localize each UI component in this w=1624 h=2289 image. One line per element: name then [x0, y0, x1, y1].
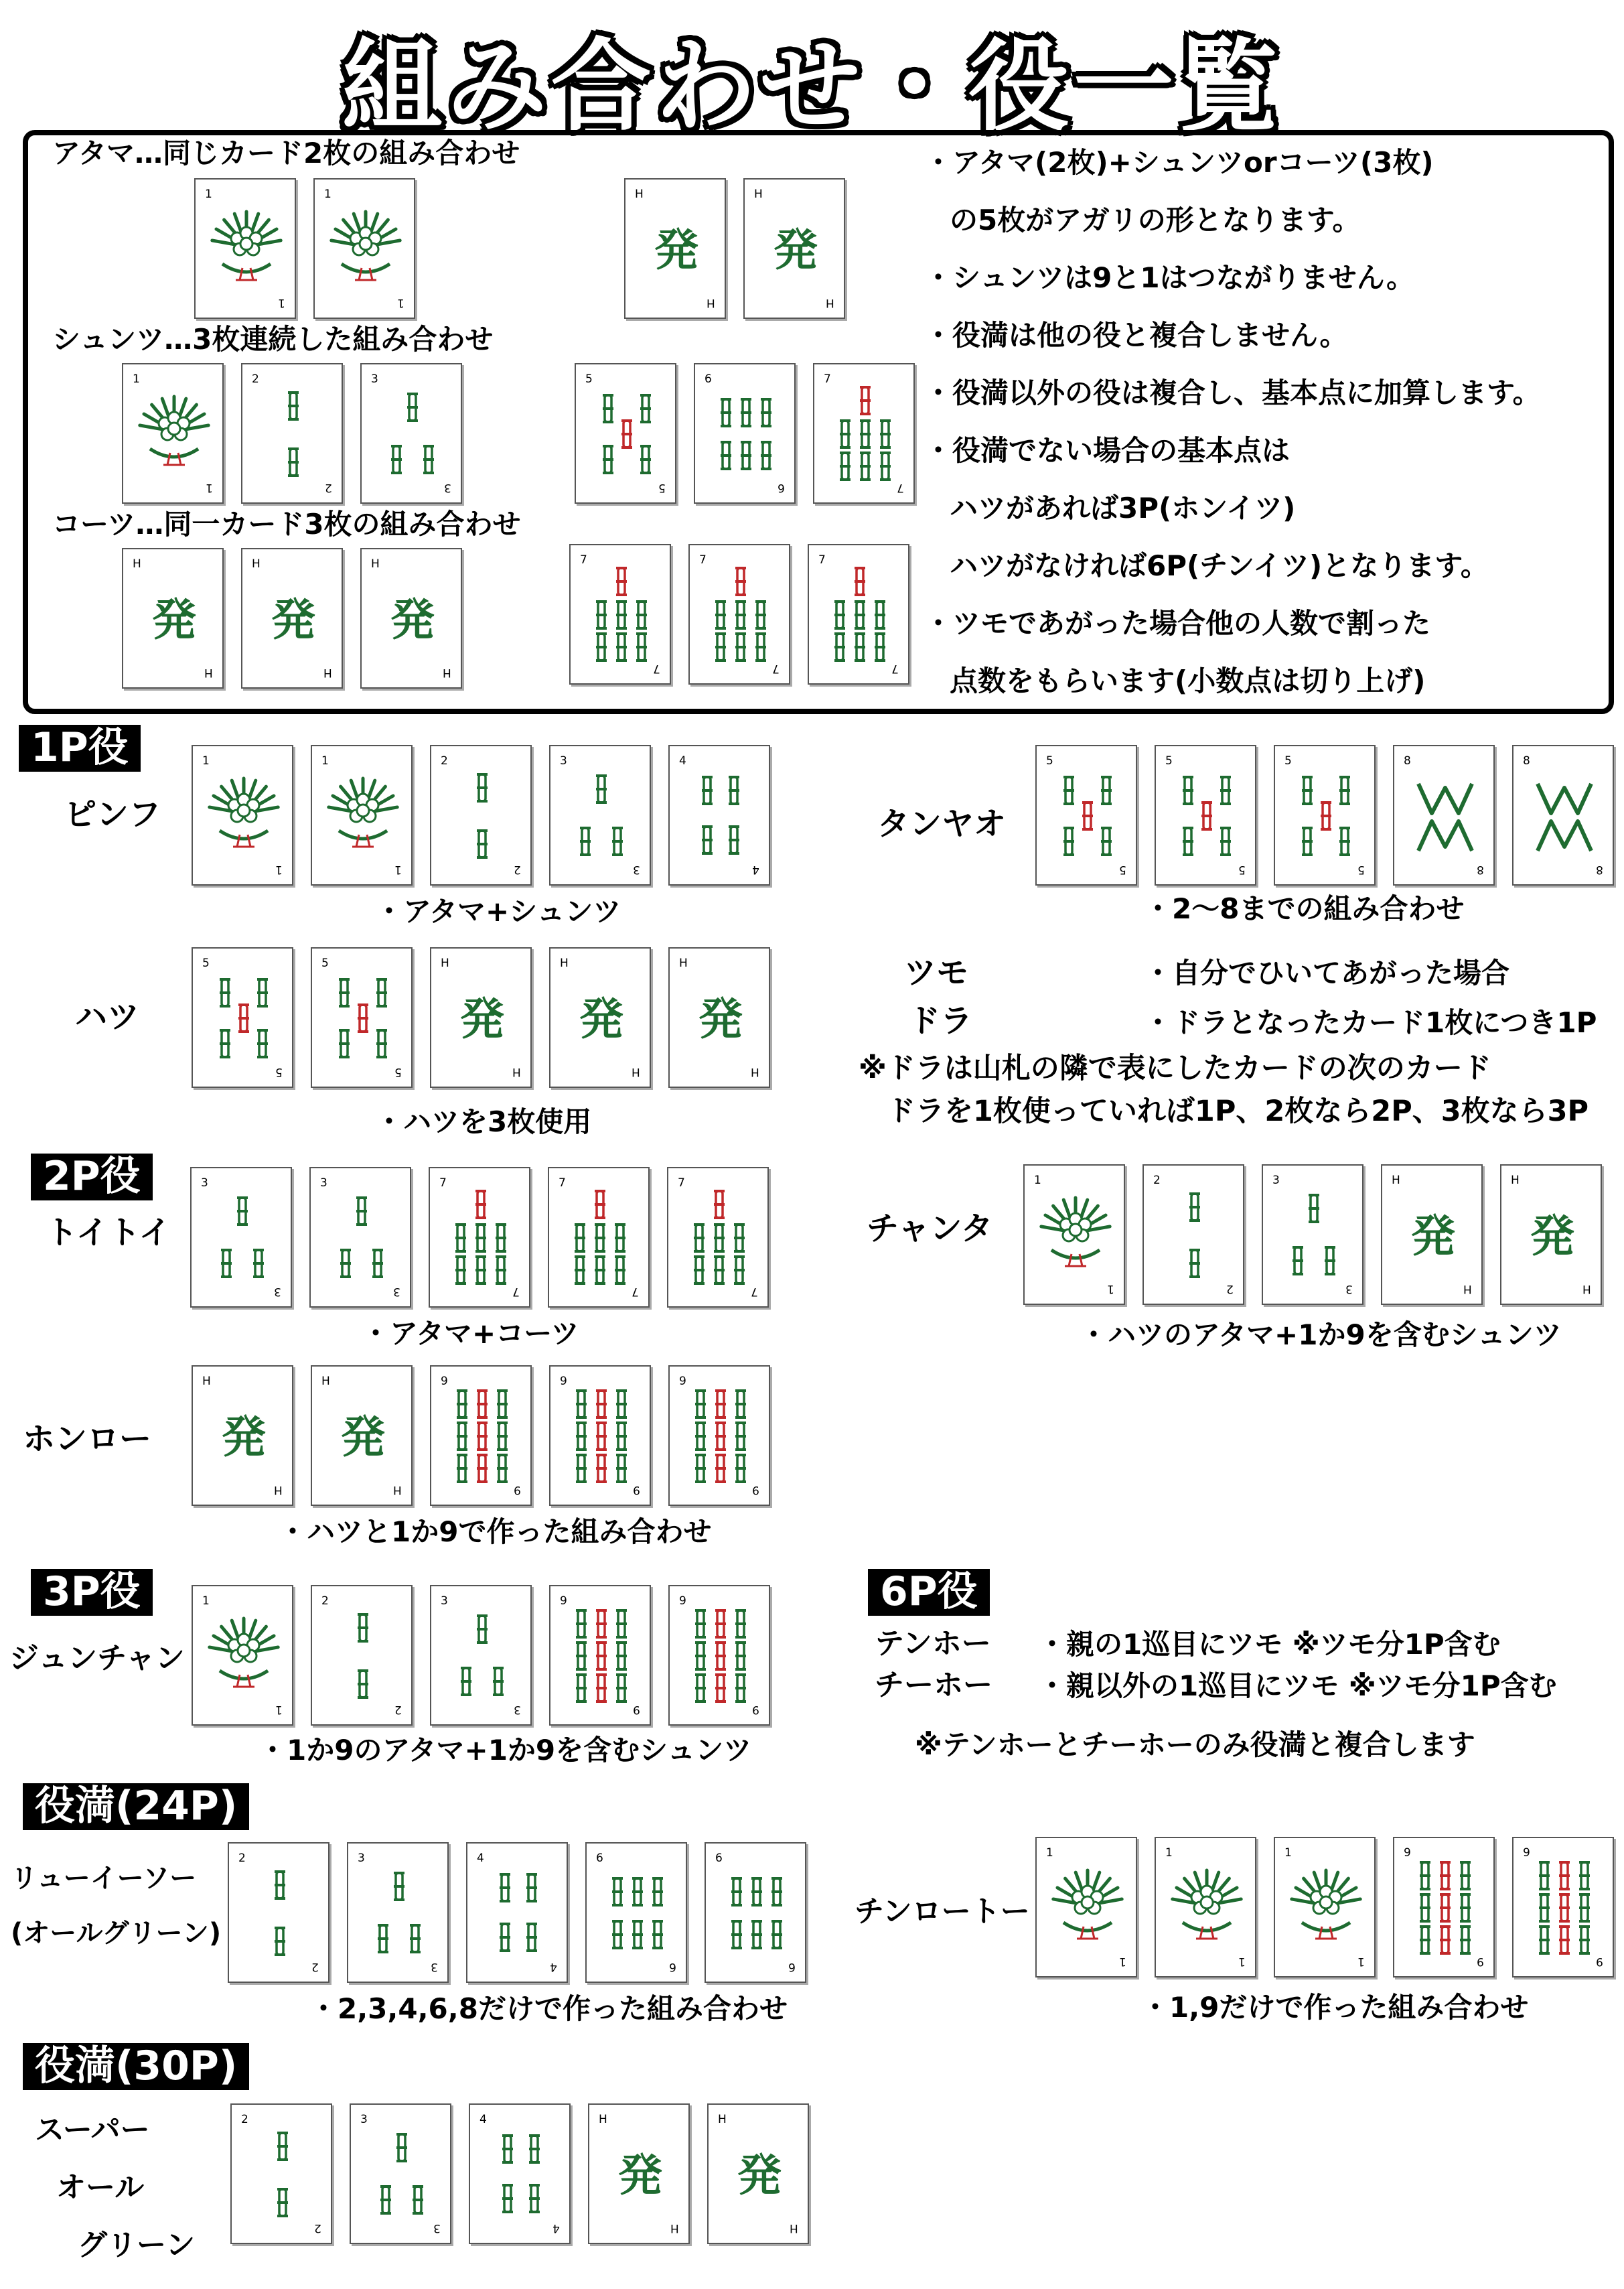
card-6 [585, 1842, 687, 1983]
card-corner-number: H [1392, 1174, 1400, 1187]
card-1 [1035, 1837, 1137, 1978]
card-H [1500, 1164, 1602, 1305]
dora-note-1: ※ドラは山札の隣で表にしたカードの次のカード [859, 1052, 1491, 1085]
card-7 [548, 1167, 650, 1308]
atama-label: アタマ…同じカード2枚の組み合わせ [52, 137, 520, 169]
card-corner-number: H [718, 2113, 727, 2126]
card-7 [429, 1167, 530, 1308]
card-3 [1262, 1164, 1363, 1305]
card-corner-number: H [371, 557, 380, 571]
card-corner-number: 7 [678, 1176, 685, 1190]
section-yakuman24-badge: 役満(24P) [23, 1783, 249, 1830]
card-corner-number-rotated: H [1582, 1282, 1591, 1296]
card-corner-number-rotated: 1 [1107, 1282, 1114, 1296]
card-corner-number: 9 [679, 1594, 686, 1608]
card-H [668, 947, 770, 1088]
card-corner-number: 7 [580, 553, 587, 567]
card-H [360, 548, 462, 689]
card-corner-number-rotated: 2 [1226, 1282, 1234, 1296]
svg-text:発: 発 [579, 993, 623, 1045]
card-corner-number-rotated: 7 [512, 1285, 520, 1298]
card-corner-number: H [133, 557, 141, 571]
card-corner-number-rotated: 2 [514, 863, 521, 876]
card-9 [549, 1365, 651, 1506]
card-corner-number-rotated: 2 [311, 1960, 319, 1973]
svg-text:発: 発 [271, 594, 315, 646]
svg-text:発: 発 [654, 224, 698, 276]
card-corner-number: 3 [371, 372, 378, 386]
pinfu-name: ピンフ [64, 796, 161, 833]
card-H [588, 2103, 690, 2244]
card-corner-number-rotated: 9 [752, 1483, 759, 1497]
card-corner-number: H [202, 1375, 211, 1388]
card-corner-number: H [321, 1375, 330, 1388]
card-H [311, 1365, 413, 1506]
card-corner-number: 2 [241, 2113, 248, 2126]
card-corner-number-rotated: 3 [514, 1703, 521, 1716]
card-corner-number-rotated: 9 [1596, 1955, 1603, 1968]
rule-note-8: ハツがなければ6P(チンイツ)となります。 [950, 549, 1489, 582]
card-corner-number-rotated: 7 [891, 662, 899, 675]
rule-note-10: 点数をもらいます(小数点は切り上げ) [950, 665, 1426, 697]
card-corner-number-rotated: H [670, 2221, 679, 2235]
card-corner-number-rotated: 9 [633, 1703, 640, 1716]
card-corner-number-rotated: 5 [1238, 863, 1246, 876]
card-corner-number-rotated: 7 [897, 481, 904, 494]
card-corner-number-rotated: 3 [393, 1285, 400, 1298]
card-corner-number: 1 [205, 188, 212, 201]
card-corner-number-rotated: 7 [751, 1285, 758, 1298]
card-4 [469, 2103, 571, 2244]
card-corner-number: 2 [238, 1852, 246, 1865]
dora-note-2: ドラを1枚使っていれば1P、2枚なら2P、3枚なら3P [887, 1095, 1589, 1128]
card-corner-number: 1 [321, 754, 329, 768]
card-corner-number: 9 [441, 1375, 448, 1388]
card-corner-number-rotated: 9 [514, 1483, 521, 1497]
card-7 [688, 544, 790, 685]
card-5 [1274, 745, 1376, 886]
card-corner-number-rotated: 7 [772, 662, 780, 675]
card-corner-number: 7 [824, 372, 831, 386]
card-corner-number: 1 [1046, 1846, 1053, 1860]
svg-text:発: 発 [1530, 1210, 1574, 1262]
card-2 [228, 1842, 329, 1983]
tsumo-name: ツモ [904, 954, 969, 991]
card-corner-number: 9 [1523, 1846, 1530, 1860]
card-corner-number-rotated: 3 [633, 863, 640, 876]
card-corner-number: 3 [560, 754, 567, 768]
card-8 [1512, 745, 1614, 886]
card-corner-number-rotated: 1 [278, 296, 285, 309]
card-corner-number: 1 [202, 754, 210, 768]
card-7 [667, 1167, 769, 1308]
card-corner-number: 8 [1404, 754, 1411, 768]
card-corner-number: H [1511, 1174, 1520, 1187]
svg-text:発: 発 [341, 1411, 385, 1463]
tanyao-desc: ・2〜8までの組み合わせ [1144, 892, 1465, 925]
card-1 [1274, 1837, 1376, 1978]
honroh-name: ホンロー [23, 1420, 152, 1458]
kotsu-label: コーツ…同一カード3枚の組み合わせ [52, 508, 521, 541]
card-corner-number-rotated: 4 [550, 1960, 557, 1973]
card-corner-number: 5 [202, 957, 210, 970]
card-9 [1393, 1837, 1495, 1978]
dora-desc: ・ドラとなったカード1枚につき1P [1144, 1006, 1597, 1039]
card-corner-number: 3 [441, 1594, 448, 1608]
card-corner-number-rotated: 3 [433, 2221, 441, 2235]
card-corner-number: H [635, 188, 644, 201]
card-corner-number-rotated: 7 [653, 662, 660, 675]
card-H [624, 178, 726, 319]
card-corner-number: 1 [1284, 1846, 1292, 1860]
card-1 [1155, 1837, 1256, 1978]
card-H [549, 947, 651, 1088]
card-corner-number-rotated: 1 [1357, 1955, 1365, 1968]
card-corner-number: H [754, 188, 763, 201]
svg-text:発: 発 [390, 594, 435, 646]
card-corner-number-rotated: 1 [206, 481, 213, 494]
card-4 [466, 1842, 568, 1983]
card-corner-number-rotated: 3 [1345, 1282, 1353, 1296]
section-6p-badge: 6P役 [868, 1569, 990, 1616]
card-corner-number: H [560, 957, 569, 970]
card-corner-number-rotated: H [751, 1065, 759, 1079]
card-corner-number: 4 [477, 1852, 484, 1865]
chinroto-name: チンロートー [855, 1894, 1030, 1929]
card-corner-number: 6 [715, 1852, 723, 1865]
rule-note-5: ・役満以外の役は複合し、基本点に加算します。 [924, 376, 1541, 409]
card-corner-number-rotated: H [274, 1483, 283, 1497]
toitoi-name: トイトイ [46, 1214, 171, 1251]
card-7 [813, 363, 915, 504]
card-6 [694, 363, 796, 504]
card-1 [192, 1585, 293, 1726]
rule-note-2: の5枚がアガリの形となります。 [950, 204, 1361, 236]
card-3 [347, 1842, 449, 1983]
card-corner-number: 2 [252, 372, 259, 386]
card-corner-number-rotated: 5 [658, 481, 666, 494]
section-2p-badge: 2P役 [31, 1154, 153, 1200]
card-corner-number: 5 [1284, 754, 1292, 768]
card-corner-number-rotated: 1 [275, 1703, 283, 1716]
card-corner-number: 4 [679, 754, 686, 768]
card-corner-number-rotated: 6 [778, 481, 785, 494]
card-3 [549, 745, 651, 886]
tenho-note: ※テンホーとチーホーのみ役満と複合します [915, 1728, 1475, 1761]
tenho-desc: ・親の1巡目にツモ ※ツモ分1P含む [1038, 1628, 1501, 1661]
card-corner-number: 9 [679, 1375, 686, 1388]
card-6 [705, 1842, 806, 1983]
card-1 [194, 178, 296, 319]
card-corner-number-rotated: 1 [397, 296, 404, 309]
section-3p-badge: 3P役 [31, 1569, 153, 1616]
card-corner-number: 6 [596, 1852, 603, 1865]
card-1 [313, 178, 415, 319]
card-corner-number-rotated: H [443, 666, 451, 679]
rule-note-9: ・ツモであがった場合他の人数で割った [924, 607, 1431, 640]
card-corner-number: 2 [321, 1594, 329, 1608]
tanyao-name: タンヤオ [877, 805, 1007, 843]
card-corner-number: H [599, 2113, 607, 2126]
card-H [430, 947, 532, 1088]
super-name-2: オール [56, 2170, 145, 2205]
card-corner-number-rotated: 1 [1119, 1955, 1126, 1968]
card-corner-number-rotated: H [323, 666, 332, 679]
card-2 [241, 363, 343, 504]
card-corner-number: 9 [560, 1594, 567, 1608]
ryuiso-name-1: リューイーソー [11, 1863, 197, 1894]
card-corner-number-rotated: 2 [394, 1703, 402, 1716]
svg-text:発: 発 [1411, 1210, 1455, 1262]
chanta-desc: ・ハツのアタマ+1か9を含むシュンツ [1080, 1318, 1562, 1351]
svg-text:発: 発 [773, 224, 818, 276]
toitoi-desc: ・アタマ+コーツ [362, 1317, 579, 1350]
card-corner-number-rotated: H [393, 1483, 402, 1497]
super-name-3: グリーン [78, 2228, 196, 2262]
card-corner-number-rotated: 8 [1596, 863, 1603, 876]
card-H [192, 1365, 293, 1506]
card-corner-number: 6 [705, 372, 712, 386]
card-2 [1142, 1164, 1244, 1305]
card-corner-number-rotated: 7 [632, 1285, 639, 1298]
card-5 [311, 947, 413, 1088]
card-corner-number-rotated: 6 [669, 1960, 676, 1973]
card-corner-number-rotated: H [826, 296, 834, 309]
ryuiso-name-2: (オールグリーン) [11, 1918, 222, 1949]
card-corner-number: 2 [441, 754, 448, 768]
card-corner-number: 1 [1165, 1846, 1173, 1860]
card-corner-number: 9 [560, 1375, 567, 1388]
card-H [241, 548, 343, 689]
card-corner-number-rotated: 1 [394, 863, 402, 876]
card-corner-number-rotated: 5 [1357, 863, 1365, 876]
card-corner-number-rotated: H [512, 1065, 521, 1079]
dora-name: ドラ [908, 1002, 973, 1040]
card-3 [360, 363, 462, 504]
card-3 [350, 2103, 451, 2244]
honroh-desc: ・ハツと1か9で作った組み合わせ [279, 1515, 712, 1548]
rule-note-4: ・役満は他の役と複合しません。 [924, 319, 1348, 352]
card-corner-number: 5 [1165, 754, 1173, 768]
card-corner-number: 1 [133, 372, 140, 386]
card-corner-number-rotated: H [707, 296, 715, 309]
rule-note-7: ハツがあれば3P(ホンイツ) [950, 492, 1296, 525]
card-corner-number: 3 [320, 1176, 327, 1190]
svg-text:発: 発 [618, 2149, 662, 2201]
section-yakuman30-badge: 役満(30P) [23, 2043, 249, 2090]
card-corner-number: 5 [1046, 754, 1053, 768]
card-corner-number: H [679, 957, 688, 970]
card-1 [311, 745, 413, 886]
section-1p-badge: 1P役 [19, 725, 141, 772]
card-corner-number-rotated: 5 [275, 1065, 283, 1079]
rule-note-3: ・シュンツは9と1はつながりません。 [924, 261, 1415, 294]
card-1 [192, 745, 293, 886]
hatsu-name: ハツ [75, 998, 140, 1036]
card-corner-number-rotated: 9 [752, 1703, 759, 1716]
card-corner-number-rotated: 8 [1477, 863, 1484, 876]
card-corner-number-rotated: H [790, 2221, 798, 2235]
card-corner-number: 1 [1034, 1174, 1041, 1187]
card-corner-number: 7 [818, 553, 826, 567]
card-corner-number-rotated: H [632, 1065, 640, 1079]
card-9 [430, 1365, 532, 1506]
card-1 [1023, 1164, 1125, 1305]
card-corner-number-rotated: H [1463, 1282, 1472, 1296]
card-2 [230, 2103, 332, 2244]
tsumo-desc: ・自分でひいてあがった場合 [1144, 957, 1510, 989]
junchan-name: ジュンチャン [9, 1641, 185, 1675]
card-corner-number-rotated: 1 [275, 863, 283, 876]
card-corner-number-rotated: 2 [325, 481, 332, 494]
pinfu-desc: ・アタマ+シュンツ [375, 895, 621, 928]
card-corner-number: H [441, 957, 449, 970]
card-7 [808, 544, 909, 685]
card-corner-number: 7 [559, 1176, 566, 1190]
card-9 [549, 1585, 651, 1726]
card-corner-number-rotated: 9 [633, 1483, 640, 1497]
card-2 [430, 745, 532, 886]
card-corner-number-rotated: 3 [274, 1285, 281, 1298]
rule-note-1: ・アタマ(2枚)+シュンツorコーツ(3枚) [924, 146, 1434, 179]
ryuiso-desc: ・2,3,4,6,8だけで作った組み合わせ [309, 1992, 788, 2025]
card-H [1381, 1164, 1483, 1305]
svg-text:発: 発 [152, 594, 196, 646]
card-H [743, 178, 845, 319]
card-corner-number: 2 [1153, 1174, 1161, 1187]
card-7 [569, 544, 671, 685]
card-corner-number-rotated: 3 [431, 1960, 438, 1973]
card-corner-number-rotated: 1 [1238, 1955, 1246, 1968]
card-corner-number-rotated: 5 [394, 1065, 402, 1079]
card-corner-number-rotated: 6 [788, 1960, 796, 1973]
card-corner-number: 3 [360, 2113, 368, 2126]
svg-text:発: 発 [737, 2149, 782, 2201]
card-corner-number-rotated: 2 [314, 2221, 321, 2235]
tenho-name: テンホー [875, 1626, 991, 1661]
card-3 [309, 1167, 411, 1308]
card-corner-number: 9 [1404, 1846, 1411, 1860]
chiho-name: チーホー [875, 1668, 992, 1702]
junchan-desc: ・1か9のアタマ+1か9を含むシュンツ [259, 1734, 752, 1766]
hatsu-desc: ・ハツを3枚使用 [375, 1105, 592, 1138]
svg-text:発: 発 [222, 1411, 266, 1463]
card-1 [122, 363, 224, 504]
card-3 [430, 1585, 532, 1726]
rule-note-6: ・役満でない場合の基本点は [924, 434, 1290, 467]
card-corner-number-rotated: 4 [752, 863, 759, 876]
shuntsu-label: シュンツ…3枚連続した組み合わせ [52, 323, 494, 356]
card-5 [1035, 745, 1137, 886]
card-5 [575, 363, 676, 504]
card-corner-number: 1 [202, 1594, 210, 1608]
chanta-name: チャンタ [867, 1210, 993, 1247]
card-corner-number-rotated: 5 [1119, 863, 1126, 876]
card-corner-number: 4 [479, 2113, 487, 2126]
card-corner-number: 1 [324, 188, 331, 201]
card-5 [192, 947, 293, 1088]
card-corner-number: 8 [1523, 754, 1530, 768]
card-corner-number: 3 [1272, 1174, 1280, 1187]
page-title: 組み合わせ・役一覧 [342, 29, 1282, 145]
card-4 [668, 745, 770, 886]
card-corner-number-rotated: 3 [444, 481, 451, 494]
svg-text:発: 発 [460, 993, 504, 1045]
card-5 [1155, 745, 1256, 886]
card-8 [1393, 745, 1495, 886]
card-2 [311, 1585, 413, 1726]
card-corner-number-rotated: 9 [1477, 1955, 1484, 1968]
card-H [707, 2103, 809, 2244]
card-corner-number-rotated: 4 [552, 2221, 560, 2235]
card-3 [190, 1167, 292, 1308]
card-H [122, 548, 224, 689]
card-corner-number-rotated: H [204, 666, 213, 679]
card-corner-number: 5 [321, 957, 329, 970]
super-name-1: スーパー [35, 2113, 150, 2147]
card-corner-number: 5 [585, 372, 593, 386]
card-9 [668, 1365, 770, 1506]
card-corner-number: 7 [699, 553, 707, 567]
chinroto-desc: ・1,9だけで作った組み合わせ [1141, 1991, 1529, 2024]
card-corner-number: 3 [358, 1852, 365, 1865]
card-corner-number: 3 [201, 1176, 208, 1190]
svg-text:発: 発 [698, 993, 743, 1045]
card-corner-number: 7 [439, 1176, 447, 1190]
chiho-desc: ・親以外の1巡目にツモ ※ツモ分1P含む [1038, 1669, 1557, 1702]
card-corner-number: H [252, 557, 261, 571]
card-9 [1512, 1837, 1614, 1978]
card-9 [668, 1585, 770, 1726]
